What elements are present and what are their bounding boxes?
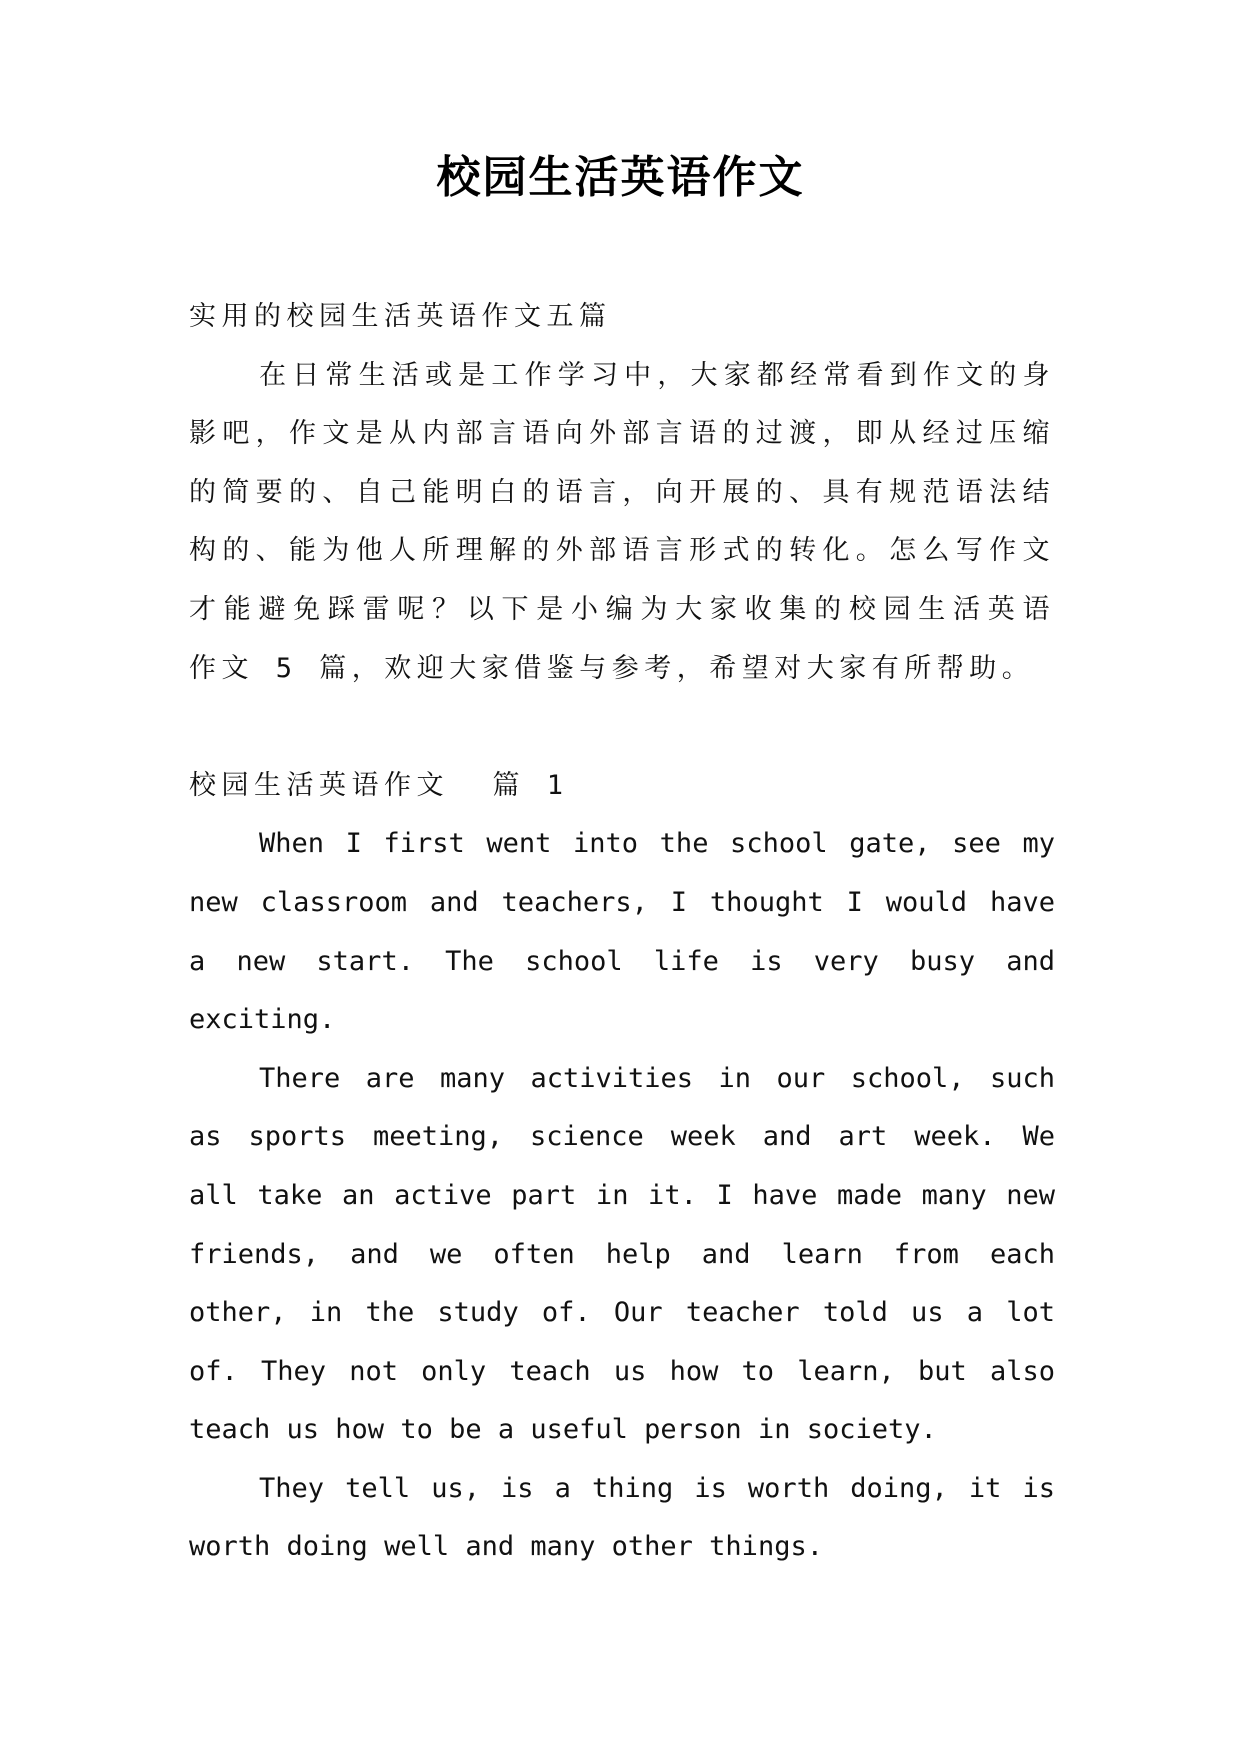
document-body bbox=[189, 288, 1055, 1577]
intro-line: 作文 5 篇，欢迎大家借鉴与参考，希望对大家有所帮助。 bbox=[189, 652, 1035, 684]
essay-line: other, in the study of. Our teacher told us a lot bbox=[189, 1297, 1055, 1329]
essay-line: of. They not only teach us how to learn, but also bbox=[189, 1355, 1055, 1387]
paragraph-spacer bbox=[189, 698, 1055, 757]
essay-line: a new start. The school life is very busy and bbox=[189, 945, 1055, 977]
document-title: 校园生活英语作文 bbox=[436, 152, 805, 203]
essay-paragraph-3 bbox=[189, 1460, 1055, 1577]
intro-line: 才能避免踩雷呢？以下是小编为大家收集的校园生活英语 bbox=[189, 593, 1055, 625]
essay-line: When I first went into the school gate, see my bbox=[259, 828, 1055, 860]
essay-line: There are many activities in our school, such bbox=[259, 1062, 1055, 1094]
intro-line: 影吧，作文是从内部言语向外部言语的过渡，即从经过压缩 bbox=[189, 418, 1055, 450]
essay-line: teach us how to be a useful person in society. bbox=[189, 1414, 937, 1446]
essay-line: friends, and we often help and learn from each bbox=[189, 1238, 1055, 1270]
intro-line: 构的、能为他人所理解的外部语言形式的转化。怎么写作文 bbox=[189, 535, 1055, 567]
essay-line: They tell us, is a thing is worth doing, it is bbox=[259, 1472, 1055, 1504]
essay-paragraph-1 bbox=[189, 815, 1055, 1049]
essay-line: new classroom and teachers, I thought I would have bbox=[189, 886, 1055, 918]
essay-line: all take an active part in it. I have made many new bbox=[189, 1179, 1055, 1211]
section-heading: 校园生活英语作文 篇 1 bbox=[189, 769, 569, 801]
intro-line: 的简要的、自己能明白的语言，向开展的、具有规范语法结 bbox=[189, 476, 1055, 508]
essay-line: exciting. bbox=[189, 1004, 336, 1036]
document-subtitle: 实用的校园生活英语作文五篇 bbox=[189, 301, 612, 332]
intro-line: 在日常生活或是工作学习中，大家都经常看到作文的身 bbox=[259, 359, 1055, 391]
essay-line: as sports meeting, science week and art week. We bbox=[189, 1121, 1055, 1153]
essay-paragraph-2 bbox=[189, 1050, 1055, 1460]
essay-line: worth doing well and many other things. bbox=[189, 1531, 823, 1563]
intro-paragraph bbox=[189, 347, 1055, 699]
